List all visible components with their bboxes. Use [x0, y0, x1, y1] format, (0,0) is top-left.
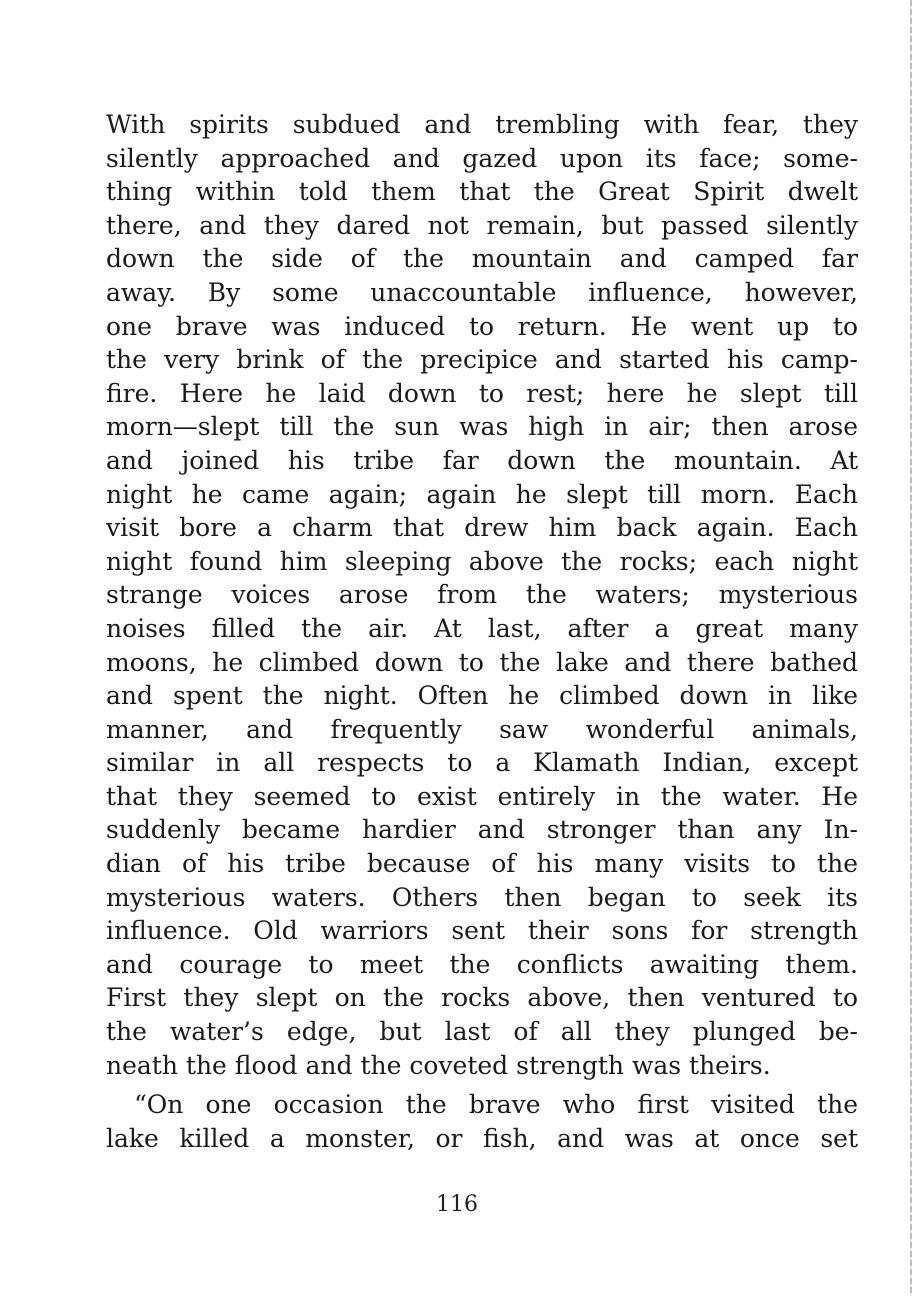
text-line: similar in all respects to a Klamath Indian, except [106, 748, 858, 778]
text-line: night found him sleeping above the rocks; each night [106, 546, 858, 576]
text-line: away. By some unaccountable influence, however, [106, 277, 858, 307]
text-line: night he came again; again he slept till morn. Each [106, 479, 858, 509]
text-line: noises filled the air. At last, after a great many [106, 613, 858, 643]
text-line: visit bore a charm that drew him back again. Each [106, 513, 858, 543]
text-line: there, and they dared not remain, but passed silently [106, 210, 858, 240]
text-line: thing within told them that the Great Spirit dwelt [106, 177, 858, 207]
text-line: and courage to meet the conflicts awaiting them. [106, 949, 858, 979]
text-line: fire. Here he laid down to rest; here he slept till [106, 378, 858, 408]
text-line: mysterious waters. Others then began to seek its [106, 882, 858, 912]
text-line: manner, and frequently saw wonderful animals, [106, 714, 858, 744]
text-line: “On one occasion the brave who first visited the [134, 1090, 858, 1120]
text-line: morn—slept till the sun was high in air; then arose [106, 412, 858, 442]
text-line: First they slept on the rocks above, then ventured to [106, 983, 858, 1013]
text-line: one brave was induced to return. He went up to [106, 311, 858, 341]
text-line: lake killed a monster, or fish, and was at once set [106, 1123, 858, 1153]
paragraph-2 [106, 1088, 858, 1155]
text-line: suddenly became hardier and stronger than any In- [106, 815, 858, 845]
text-line: down the side of the mountain and camped far [106, 244, 858, 274]
text-line: the very brink of the precipice and started his camp- [106, 345, 858, 375]
page-edge-scan-line [910, 0, 912, 1296]
text-line: the water’s edge, but last of all they plunged be- [106, 1017, 858, 1047]
text-line: strange voices arose from the waters; mysterious [106, 580, 858, 610]
text-line: and spent the night. Often he climbed down in like [106, 681, 858, 711]
text-line: influence. Old warriors sent their sons for strength [106, 916, 858, 946]
text-line: moons, he climbed down to the lake and there bathed [106, 647, 858, 677]
text-line: With spirits subdued and trembling with fear, they [106, 110, 858, 139]
text-line: dian of his tribe because of his many visits to the [106, 849, 858, 879]
text-line: silently approached and gazed upon its face; some- [106, 143, 858, 173]
text-line: that they seemed to exist entirely in the water. He [106, 781, 858, 811]
page-number: 116 [436, 1192, 478, 1217]
paragraph-1 [106, 108, 858, 1082]
text-line: neath the flood and the coveted strength was theirs. [106, 1050, 771, 1080]
body-text [106, 108, 858, 1155]
text-line: and joined his tribe far down the mountain. At [106, 445, 858, 475]
